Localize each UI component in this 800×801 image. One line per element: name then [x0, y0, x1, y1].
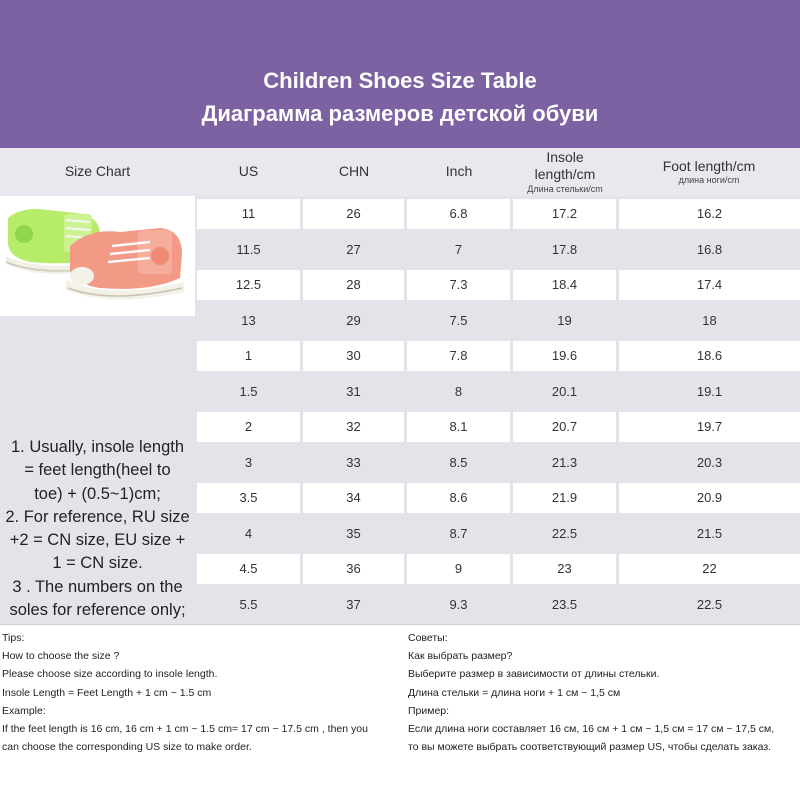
cell-us: 12.5 — [197, 270, 300, 300]
cell-foot: 16.2 — [619, 199, 800, 229]
header-insole-sub: Длина стельки/cm — [527, 183, 603, 194]
cell-us: 11 — [197, 199, 300, 229]
note-line: 1 = CN size. — [52, 554, 143, 573]
cell-foot: 21.5 — [696, 525, 723, 541]
tips-line: Если длина ноги составляет 16 см, 16 см + 1 см ~ 1,5 см = 17 см ~ 17,5 см, — [408, 722, 775, 735]
cell-inch: 9.3 — [449, 596, 468, 612]
table-row — [195, 409, 800, 445]
notes-text — [0, 436, 195, 622]
cell-insole: 18.4 — [513, 270, 616, 300]
tips-line: How to choose the size ? — [2, 650, 120, 663]
title-russian: Диаграмма размеров детской обуви — [201, 101, 599, 126]
note-line: 1. Usually, insole length — [10, 438, 185, 456]
cell-chn: 34 — [303, 483, 404, 513]
cell-inch: 8.1 — [407, 412, 510, 442]
table-row — [195, 551, 800, 587]
cell-chn: 31 — [346, 383, 361, 399]
tips-line: Пример: — [408, 704, 450, 717]
note-line: soles for reference only; — [9, 601, 186, 620]
cell-us: 4 — [244, 525, 253, 541]
table-row — [195, 232, 800, 268]
cell-us: 13 — [241, 312, 256, 328]
cell-inch: 7 — [454, 241, 463, 257]
cell-chn: 29 — [346, 312, 361, 328]
cell-us: 4.5 — [197, 554, 300, 584]
table-row — [195, 374, 800, 410]
tips-section — [0, 624, 800, 801]
pink-sneaker-icon — [66, 228, 184, 300]
table-row — [195, 196, 800, 232]
table-row — [195, 267, 800, 303]
header-us — [195, 148, 302, 196]
cell-inch: 7.8 — [407, 341, 510, 371]
header-insole-line2: length/cm — [534, 166, 596, 183]
header-size-chart — [0, 148, 195, 196]
tips-line: If the feet length is 16 cm, 16 cm + 1 cm ~ 1.5 cm= 17 cm ~ 17.5 cm , then you — [2, 722, 368, 735]
header-foot — [618, 148, 800, 196]
tips-line: Длина стельки = длина ноги + 1 см ~ 1,5 см — [408, 686, 621, 699]
cell-us: 5.5 — [239, 596, 258, 612]
cell-insole: 21.9 — [513, 483, 616, 513]
cell-insole: 23.5 — [551, 596, 578, 612]
cell-insole: 19.6 — [513, 341, 616, 371]
cell-inch: 9 — [407, 554, 510, 584]
cell-us: 1.5 — [239, 383, 258, 399]
cell-insole: 21.3 — [551, 454, 578, 470]
cell-foot: 18.6 — [619, 341, 800, 371]
cell-insole: 17.8 — [551, 241, 578, 257]
cell-chn: 33 — [346, 454, 361, 470]
cell-foot: 22 — [619, 554, 800, 584]
cell-inch: 8 — [454, 383, 463, 399]
cell-chn: 35 — [346, 525, 361, 541]
cell-foot: 20.3 — [696, 454, 723, 470]
cell-foot: 16.8 — [696, 241, 723, 257]
cell-chn: 26 — [303, 199, 404, 229]
cell-foot: 19.7 — [619, 412, 800, 442]
table-row — [195, 303, 800, 339]
table-row — [195, 445, 800, 481]
cell-us: 1 — [197, 341, 300, 371]
cell-chn: 28 — [303, 270, 404, 300]
cell-us: 2 — [197, 412, 300, 442]
tips-line: Please choose size according to insole length. — [2, 668, 218, 681]
cell-insole: 19 — [557, 312, 572, 328]
cell-insole: 20.1 — [551, 383, 578, 399]
table-row — [195, 587, 800, 623]
cell-chn: 27 — [346, 241, 361, 257]
cell-insole: 17.2 — [513, 199, 616, 229]
note-line: 3 . The numbers on the — [12, 577, 183, 596]
header-foot-label: Foot length/cm — [662, 157, 756, 174]
cell-insole: 23 — [513, 554, 616, 584]
note-line: 2. For reference, RU size — [5, 507, 190, 526]
table-row — [195, 338, 800, 374]
table-header — [0, 148, 800, 196]
title-english: Children Shoes Size Table — [263, 68, 537, 93]
cell-inch: 7.5 — [449, 312, 468, 328]
tips-russian — [408, 629, 800, 756]
cell-us: 3 — [244, 454, 253, 470]
sneakers-illustration — [0, 196, 195, 316]
note-line: toe) + (0.5~1)cm; — [34, 484, 161, 503]
tips-line: Как выбрать размер? — [408, 650, 513, 663]
tips-line: Советы: — [408, 632, 448, 644]
header-inch-label: Inch — [445, 163, 473, 180]
cell-chn: 30 — [303, 341, 404, 371]
tips-line: Tips: — [2, 632, 25, 644]
cell-inch: 8.7 — [449, 525, 468, 541]
cell-foot: 18 — [702, 312, 717, 328]
cell-foot: 19.1 — [696, 383, 723, 399]
header-us-label: US — [238, 163, 259, 180]
tips-line: то вы можете выбрать соответствующий размер US, чтобы сделать заказ. — [408, 741, 772, 754]
tips-line: can choose the corresponding US size to make order. — [2, 741, 252, 754]
cell-foot: 22.5 — [696, 596, 723, 612]
cell-us: 11.5 — [236, 241, 261, 257]
cell-inch: 7.3 — [407, 270, 510, 300]
tips-english — [2, 629, 400, 756]
product-image — [0, 196, 195, 316]
cell-chn: 32 — [303, 412, 404, 442]
tips-line: Example: — [2, 704, 46, 717]
cell-chn: 36 — [303, 554, 404, 584]
header-chn — [302, 148, 406, 196]
cell-foot: 17.4 — [619, 270, 800, 300]
title-banner — [0, 0, 800, 148]
cell-foot: 20.9 — [619, 483, 800, 513]
note-line: +2 = CN size, EU size + — [9, 531, 186, 550]
cell-inch: 8.5 — [449, 454, 468, 470]
cell-insole: 20.7 — [513, 412, 616, 442]
cell-chn: 37 — [346, 596, 361, 612]
header-insole — [512, 148, 618, 196]
tips-line: Insole Length = Feet Length + 1 cm ~ 1.5 cm — [2, 686, 212, 699]
tips-line: Выберите размер в зависимости от длины стельки. — [408, 668, 660, 681]
header-foot-sub: длина ноги/cm — [678, 175, 740, 186]
table-row — [195, 480, 800, 516]
header-inch — [406, 148, 512, 196]
cell-us: 3.5 — [197, 483, 300, 513]
header-size-chart-label: Size Chart — [64, 163, 131, 180]
table-row — [195, 516, 800, 552]
header-insole-line1: Insole — [546, 148, 584, 165]
cell-insole: 22.5 — [551, 525, 578, 541]
cell-inch: 6.8 — [407, 199, 510, 229]
header-chn-label: CHN — [338, 163, 370, 180]
cell-inch: 8.6 — [407, 483, 510, 513]
note-line: = feet length(heel to — [24, 461, 171, 480]
